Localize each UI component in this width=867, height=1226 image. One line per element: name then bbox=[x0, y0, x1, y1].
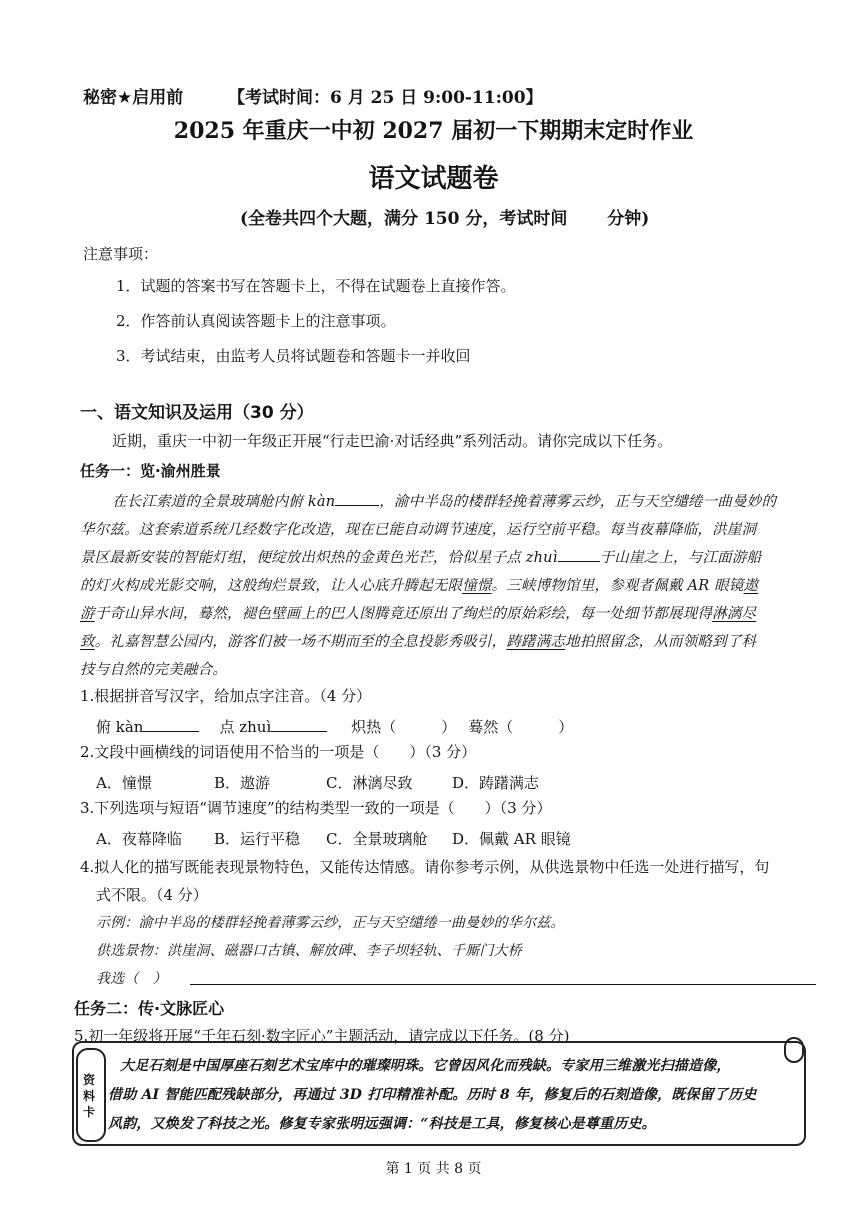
scroll-roll-right bbox=[784, 1037, 804, 1063]
question-2-stem: 2.文段中画横线的词语使用不恰当的一项是（ ）（3 分） bbox=[80, 743, 477, 761]
passage-line-5: 游于奇山异水间，蓦然，褪色壁画上的巴人图腾竟还原出了绚烂的原始彩绘，每一处细节都展现得淋漓尽 bbox=[80, 606, 757, 622]
question-3-option-b: B．运行平稳 bbox=[214, 830, 301, 848]
question-3-stem: 3.下列选项与短语“调节速度”的结构类型一致的一项是（ ）（3 分） bbox=[80, 799, 552, 817]
info-card-line-1: 大足石刻是中国厚座石刻艺术宝库中的璀璨明珠。它曾因风化而残缺。专家用三维激光扫描造像， bbox=[120, 1058, 731, 1074]
question-5-stem: 5.初一年级将开展“千年石刻·数字匠心”主题活动，请完成以下任务。(8 分) bbox=[74, 1027, 570, 1045]
question-1-stem: 1.根据拼音写汉字，给加点字注音。（4 分） bbox=[80, 687, 372, 705]
question-4-choices: 供选景物：洪崖洞、磁器口古镇、解放碑、李子坝轻轨、千厮门大桥 bbox=[96, 943, 522, 959]
question-4-stem-line-2: 式不限。（4 分） bbox=[96, 886, 208, 904]
info-card-line-2: 借助 AI 智能匹配残缺部分，再通过 3D 打印精准补配。历时 8 年，修复后的石刻造像，既保留了历史 bbox=[108, 1087, 757, 1103]
passage-line-6: 致。礼嘉智慧公园内，游客们被一场不期而至的全息投影秀吸引，踌躇满志地拍照留念，从而领略到了科 bbox=[80, 634, 757, 650]
question-2-option-d: D．踌躇满志 bbox=[452, 774, 540, 792]
section-intro: 近期，重庆一中初一年级正开展“行走巴渝·对话经典”系列活动。请你完成以下任务。 bbox=[112, 432, 673, 450]
question-4-answer-line[interactable] bbox=[190, 984, 816, 985]
passage-line-1: 在长江索道的全景玻璃舱内俯 kàn ，渝中半岛的楼群轻挽着薄雾云纱，正与天空缱绻一曲曼妙的 bbox=[112, 490, 776, 511]
passage-line-3: 景区最新安装的智能灯组，便绽放出炽热的金黄色光芒，恰似星子点 zhuì 于山崖之上，与江面游船 bbox=[80, 546, 761, 567]
exam-info: (全卷共四个大题，满分 150 分，考试时间 分钟) bbox=[240, 209, 650, 229]
info-card-line-3: 风韵，又焕发了科技之光。修复专家张明远强调：“科技是工具，修复核心是尊重历史。 bbox=[108, 1116, 656, 1132]
question-2-option-b: B．遨游 bbox=[214, 774, 271, 792]
section-heading: 一、语文知识及运用（30 分） bbox=[80, 403, 314, 423]
question-4-example: 示例：渝中半岛的楼群轻挽着薄雾云纱，正与天空缱绻一曲曼妙的华尔兹。 bbox=[96, 915, 565, 931]
page-subtitle: 语文试题卷 bbox=[368, 164, 499, 194]
page-title: 2025 年重庆一中初 2027 届初一下期期末定时作业 bbox=[173, 118, 694, 144]
question-2-option-a: A．憧憬 bbox=[96, 774, 152, 792]
question-2-option-c: C．淋漓尽致 bbox=[326, 774, 413, 792]
notice-heading: 注意事项： bbox=[83, 245, 159, 263]
question-1-answers: 俯 kàn 点 zhuì 炽热（ ） 蓦然（ ） bbox=[96, 718, 574, 736]
passage-line-4: 的灯火构成光影交响，这般绚烂景致，让人心底升腾起无限憧憬。三峡博物馆里，参观者佩戴 AR 眼镜遨 bbox=[80, 578, 759, 594]
passage-line-2: 华尔兹。这套索道系统几经数字化改造，现在已能自动调节速度，运行空前平稳。每当夜幕降临，洪崖洞 bbox=[80, 522, 757, 538]
notice-item-3: 3．考试结束，由监考人员将试题卷和答题卡一并收回 bbox=[116, 347, 471, 365]
question-3-option-a: A．夜幕降临 bbox=[96, 830, 182, 848]
page-number: 第 1 页 共 8 页 bbox=[385, 1161, 482, 1177]
question-4-stem-line-1: 4.拟人化的描写既能表现景物特色，又能传达情感。请你参考示例，从供选景物中任选一处进行描写，句 bbox=[80, 858, 770, 876]
question-3-option-c: C．全景玻璃舱 bbox=[326, 830, 428, 848]
info-card-tag: 资料卡 bbox=[82, 1073, 95, 1119]
passage-line-7: 技与自然的完美融合。 bbox=[80, 662, 227, 678]
exam-time: 【考试时间：6 月 25 日 9:00-11:00】 bbox=[228, 88, 543, 108]
task1-heading: 任务一：览·渝州胜景 bbox=[80, 462, 221, 480]
notice-item-2: 2．作答前认真阅读答题卡上的注意事项。 bbox=[116, 312, 396, 330]
notice-item-1: 1．试题的答案书写在答题卡上，不得在试题卷上直接作答。 bbox=[116, 277, 516, 295]
question-3-option-d: D．佩戴 AR 眼镜 bbox=[452, 830, 571, 848]
confidential-label: 秘密★启用前 bbox=[83, 88, 184, 108]
task2-heading: 任务二：传·文脉匠心 bbox=[74, 999, 225, 1018]
question-4-my-choice: 我选（ ） bbox=[96, 971, 167, 987]
